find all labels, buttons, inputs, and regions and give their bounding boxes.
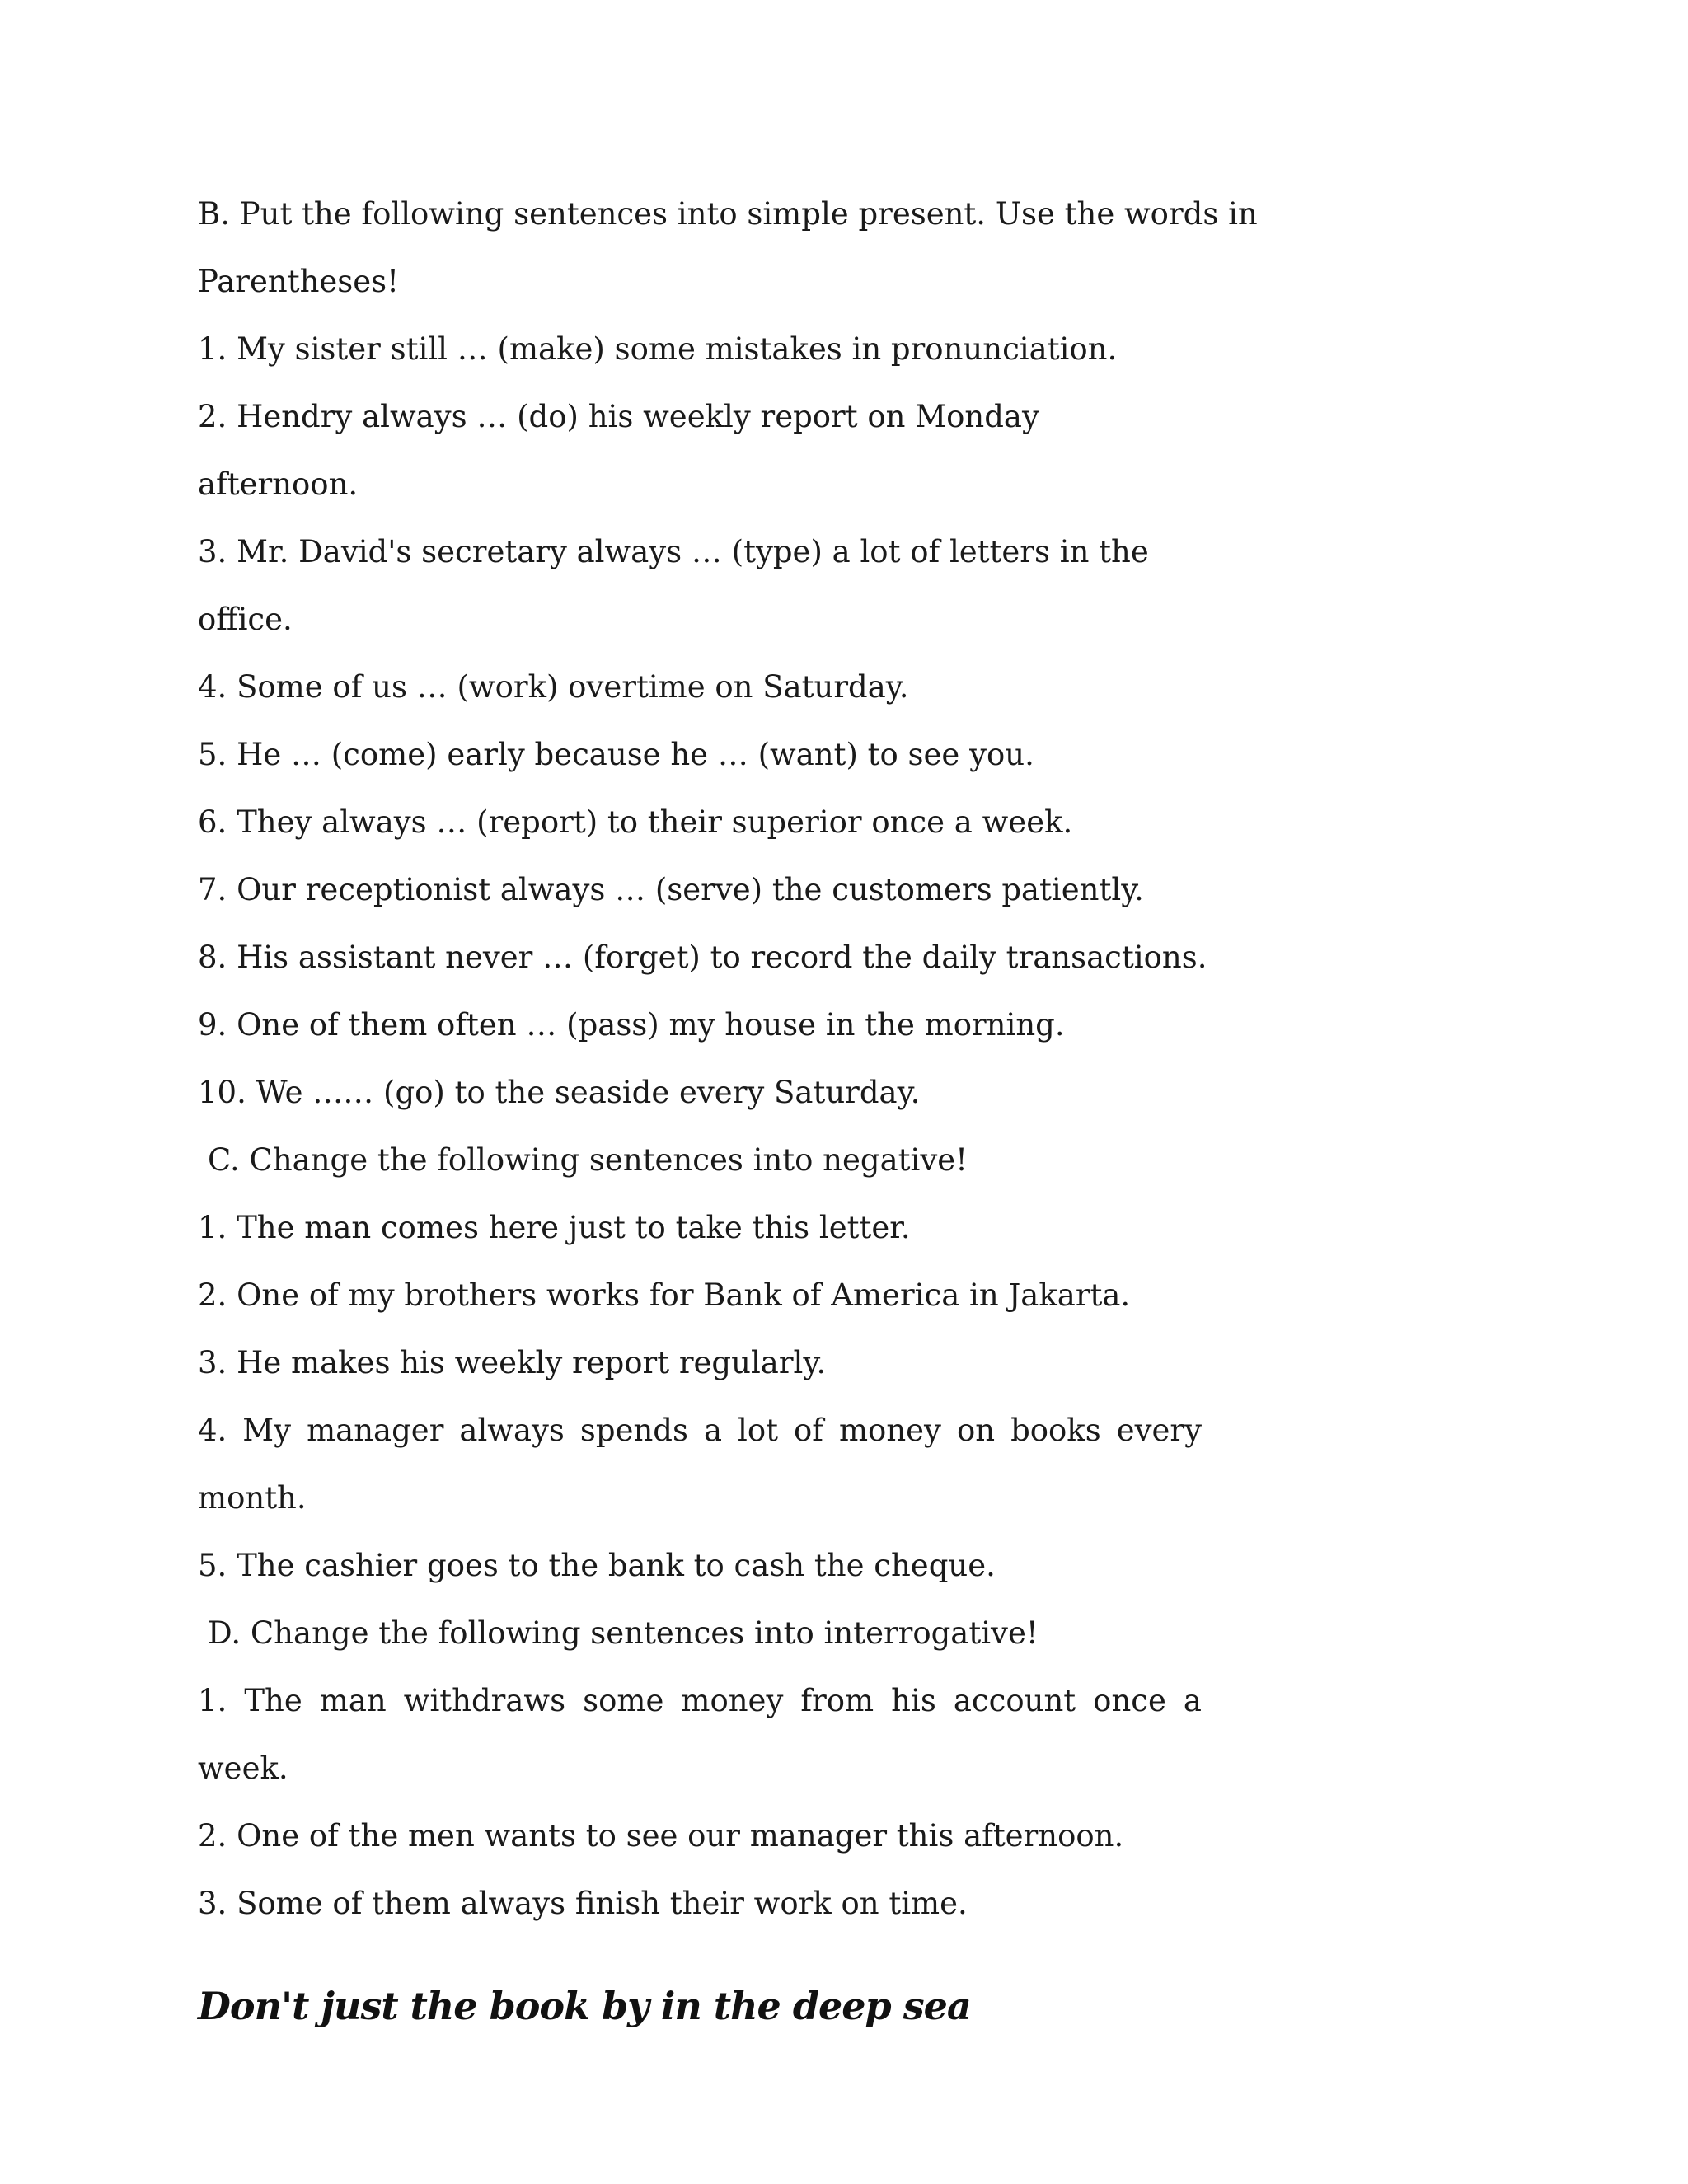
exercise-b-item-1: 1. My sister still … (make) some mistakes in pronunciation. <box>198 331 1118 367</box>
exercise-b-item-7: 7. Our receptionist always … (serve) the customers patiently. <box>198 872 1144 907</box>
exercise-b-item-2-continued: afternoon. <box>198 466 359 502</box>
section-c-heading: C. Change the following sentences into negative! <box>208 1142 968 1178</box>
exercise-b-item-6: 6. They always … (report) to their superior once a week. <box>198 804 1073 840</box>
exercise-b-item-3: 3. Mr. David's secretary always … (type) a lot of letters in the <box>198 534 1149 569</box>
section-d-heading: D. Change the following sentences into interrogative! <box>208 1615 1039 1651</box>
exercise-c-item-3: 3. He makes his weekly report regularly. <box>198 1345 827 1380</box>
exercise-b-item-4: 4. Some of us … (work) overtime on Saturday. <box>198 669 909 705</box>
footer-motto: Don't just the book by in the deep sea <box>198 1984 971 2028</box>
exercise-c-item-4: 4. My manager always spends a lot of money on books every <box>198 1413 1202 1448</box>
exercise-d-item-1-continued: week. <box>198 1750 288 1786</box>
exercise-c-item-5: 5. The cashier goes to the bank to cash the cheque. <box>198 1548 996 1583</box>
exercise-d-item-2: 2. One of the men wants to see our manager this afternoon. <box>198 1818 1124 1854</box>
exercise-b-item-10: 10. We …… (go) to the seaside every Saturday. <box>198 1075 921 1110</box>
exercise-c-item-4-continued: month. <box>198 1480 307 1516</box>
exercise-b-item-3-continued: office. <box>198 602 293 637</box>
exercise-b-item-2: 2. Hendry always … (do) his weekly report on Monday <box>198 399 1039 434</box>
exercise-c-item-2: 2. One of my brothers works for Bank of America in Jakarta. <box>198 1277 1131 1313</box>
section-b-heading: B. Put the following sentences into simple present. Use the words in <box>198 196 1258 232</box>
exercise-c-item-1: 1. The man comes here just to take this letter. <box>198 1210 911 1245</box>
exercise-d-item-1: 1. The man withdraws some money from his account once a <box>198 1683 1202 1718</box>
exercise-b-item-5: 5. He … (come) early because he … (want) to see you. <box>198 737 1034 772</box>
exercise-b-item-8: 8. His assistant never … (forget) to record the daily transactions. <box>198 940 1207 975</box>
section-b-heading-continued: Parentheses! <box>198 264 400 299</box>
exercise-d-item-3: 3. Some of them always finish their work on time. <box>198 1886 968 1921</box>
exercise-b-item-9: 9. One of them often … (pass) my house in the morning. <box>198 1007 1065 1043</box>
